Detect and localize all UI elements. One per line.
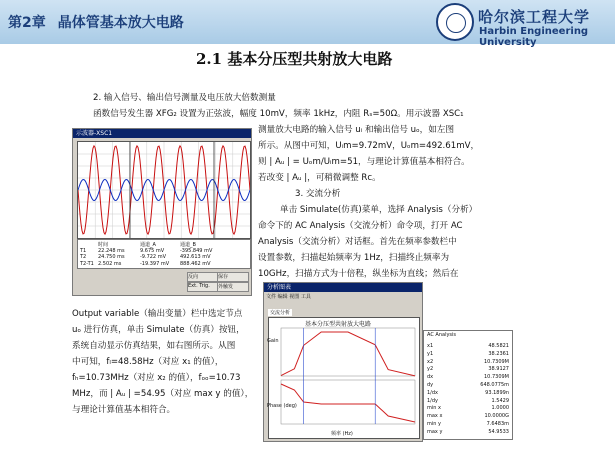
paragraph-line: uₒ 进行仿真，单击 Simulate（仿真）按钮， bbox=[72, 325, 245, 335]
scope-readout-cell: 24.750 ms bbox=[98, 254, 125, 260]
readout-value: 1.5429 bbox=[491, 397, 509, 404]
scope-readout-cell: 22.248 ms bbox=[98, 247, 125, 254]
readout-title: AC Analysis bbox=[427, 332, 457, 338]
paragraph-heading-2: 2. 输入信号、输出信号测量及电压放大倍数测量 bbox=[93, 93, 276, 103]
paragraph-line: Analysis（交流分析）对话框。首先在频率参数栏中 bbox=[258, 237, 457, 247]
readout-key: y1 bbox=[427, 350, 434, 357]
menu-edit[interactable]: 编辑 bbox=[277, 294, 288, 300]
readout-value: 1.0000 bbox=[491, 405, 509, 412]
gain-axis-label: Gain bbox=[267, 338, 279, 344]
readout-row bbox=[427, 343, 509, 349]
paragraph-line: 10GHz，扫描方式为十倍程，纵坐标为直线；然后在 bbox=[258, 269, 459, 279]
readout-row bbox=[427, 366, 509, 372]
scope-readout-cell: -9.722 mV bbox=[140, 254, 166, 260]
phase-axis-label: Phase (deg) bbox=[267, 403, 297, 409]
paragraph-line: 若改变 | Aᵤ |，可稍微调整 Rᴄ。 bbox=[258, 173, 381, 183]
ac-analysis-readout bbox=[423, 330, 513, 440]
header-bar bbox=[0, 0, 615, 48]
chapter-heading bbox=[8, 12, 184, 32]
frequency-axis-label: 频率 (Hz) bbox=[331, 431, 353, 437]
paragraph-line: 函数信号发生器 XFG₂ 设置为正弦波，幅度 10mV，频率 1kHz，内阻 Rₛ=50Ω。用示波器 XSC₁ bbox=[93, 109, 464, 119]
readout-key: dy bbox=[427, 382, 434, 388]
oscilloscope-window bbox=[72, 128, 252, 296]
analysis-title: 分析图表 bbox=[264, 283, 422, 292]
oscilloscope-title: 示波器-XSC1 bbox=[73, 129, 251, 138]
readout-key: max x bbox=[427, 413, 443, 420]
university-name-cn: 哈尔滨工程大学 bbox=[478, 8, 591, 26]
paragraph-line: 则 | Aᵤ | = Uₒm/Uᵢm=51，与理论计算值基本相符合。 bbox=[258, 157, 470, 167]
analysis-menu bbox=[266, 293, 311, 300]
scope-readout-cell: -395.849 mV bbox=[180, 247, 213, 254]
oscilloscope-screen bbox=[77, 141, 251, 239]
readout-value: 10.7309M bbox=[484, 374, 509, 381]
readout-value: 38.2361 bbox=[488, 350, 509, 357]
readout-key: y2 bbox=[427, 366, 434, 373]
readout-key: dx bbox=[427, 374, 434, 381]
paragraph-line: fₕ=10.73MHz（对应 x₂ 的值），fₒₒ=10.73 bbox=[72, 373, 241, 383]
chapter-title: 晶体管基本放大电路 bbox=[57, 15, 184, 31]
ac-analysis-chart bbox=[269, 318, 419, 438]
scope-readout-cell: -19.397 mV bbox=[140, 260, 170, 267]
readout-value: 48.5821 bbox=[488, 343, 509, 349]
menu-tools[interactable]: 工具 bbox=[300, 294, 311, 300]
scope-readout-cell: 时间 bbox=[98, 242, 109, 248]
university-name-en: Harbin Engineering University bbox=[479, 26, 589, 48]
readout-key: x2 bbox=[427, 358, 434, 365]
readout-key: 1/dy bbox=[427, 397, 438, 404]
paragraph-line: 所示。从图中可知，Uᵢm=9.72mV，Uₒm=492.61mV， bbox=[258, 141, 480, 151]
readout-value: 648.0775m bbox=[480, 382, 509, 388]
scope-readout-cell: 2.502 ms bbox=[98, 260, 122, 267]
trigger-button[interactable]: 外触发 bbox=[217, 282, 249, 292]
scope-readout-cell: T2-T1 bbox=[80, 260, 94, 267]
scope-readout-cell: 9.675 mV bbox=[140, 247, 165, 254]
readout-row bbox=[427, 421, 509, 427]
readout-value: 93.1899n bbox=[485, 389, 509, 396]
readout-row bbox=[427, 405, 509, 411]
oscilloscope-waveforms bbox=[78, 142, 250, 238]
readout-row bbox=[427, 382, 509, 388]
scope-readout-cell: 492.613 mV bbox=[180, 254, 211, 260]
scope-readout-cell: 888.462 mV bbox=[180, 260, 211, 267]
readout-row bbox=[427, 351, 509, 357]
readout-key: x1 bbox=[427, 343, 434, 349]
readout-row bbox=[427, 390, 509, 396]
oscilloscope-readout-table bbox=[77, 239, 251, 269]
paragraph-line: 命令下的 AC Analysis（交流分析）命令项，打开 AC bbox=[258, 221, 463, 231]
menu-file[interactable]: 文件 bbox=[266, 294, 277, 300]
chapter-number: 第2章 bbox=[8, 15, 46, 31]
readout-key: max y bbox=[427, 428, 443, 435]
readout-value: 10.7309M bbox=[484, 358, 509, 365]
paragraph-line: 测量放大电路的输入信号 uᵢ 和输出信号 uₒ，如左图 bbox=[258, 125, 455, 135]
readout-value: 10.0000G bbox=[484, 413, 509, 420]
readout-value: 7.6483m bbox=[486, 421, 509, 427]
save-button[interactable]: 保存 bbox=[217, 272, 249, 282]
readout-row bbox=[427, 398, 509, 404]
reverse-button[interactable]: 反向 bbox=[187, 272, 219, 282]
ext-trigger-button[interactable]: Ext. Trig. bbox=[187, 282, 219, 292]
readout-row bbox=[427, 429, 509, 435]
menu-view[interactable]: 视图 bbox=[289, 294, 300, 300]
scope-readout-cell: T1 bbox=[80, 247, 87, 254]
paragraph-line: 系统自动显示仿真结果，如右图所示。从图 bbox=[72, 341, 236, 351]
plot-title: 基本分压型共射放大电路 bbox=[305, 321, 372, 328]
readout-key: 1/dx bbox=[427, 389, 438, 396]
oscilloscope-controls bbox=[77, 270, 249, 290]
readout-key: min x bbox=[427, 405, 441, 412]
readout-row bbox=[427, 413, 509, 419]
paragraph-line: 单击 Simulate(仿真)菜单，选择 Analysis（分析） bbox=[280, 205, 478, 215]
paragraph-line: 与理论计算值基本相符合。 bbox=[72, 405, 176, 415]
gain-series-line bbox=[281, 332, 415, 376]
readout-row bbox=[427, 374, 509, 380]
paragraph-line: 设置参数，扫描起始频率为 1Hz，扫描终止频率为 bbox=[258, 253, 450, 263]
paragraph-line: 中可知，fₗ=48.58Hz（对应 x₁ 的值）， bbox=[72, 357, 224, 367]
paragraph-line: Output variable（输出变量）栏中选定节点 bbox=[72, 309, 243, 319]
scope-readout-cell: 通道_B bbox=[180, 242, 196, 248]
analysis-plot-area bbox=[268, 317, 420, 439]
readout-value: 38.9127 bbox=[488, 366, 509, 373]
readout-key: min y bbox=[427, 421, 441, 427]
scope-readout-cell: 通道_A bbox=[140, 242, 156, 248]
tab-ac-analysis[interactable]: 交流分析 bbox=[270, 310, 291, 316]
scope-readout-cell: T2 bbox=[80, 254, 87, 260]
readout-value: 54.9533 bbox=[488, 428, 509, 435]
paragraph-heading-3: 3. 交流分析 bbox=[295, 189, 341, 199]
university-seal-icon bbox=[436, 3, 474, 41]
phase-series-line bbox=[281, 384, 415, 422]
readout-row bbox=[427, 359, 509, 365]
paragraph-line: MHz，而 | Aᵤ | =54.95（对应 max y 的值）， bbox=[72, 389, 254, 399]
analysis-window bbox=[263, 282, 423, 442]
section-title: 2.1 基本分压型共射放大电路 bbox=[196, 50, 393, 68]
